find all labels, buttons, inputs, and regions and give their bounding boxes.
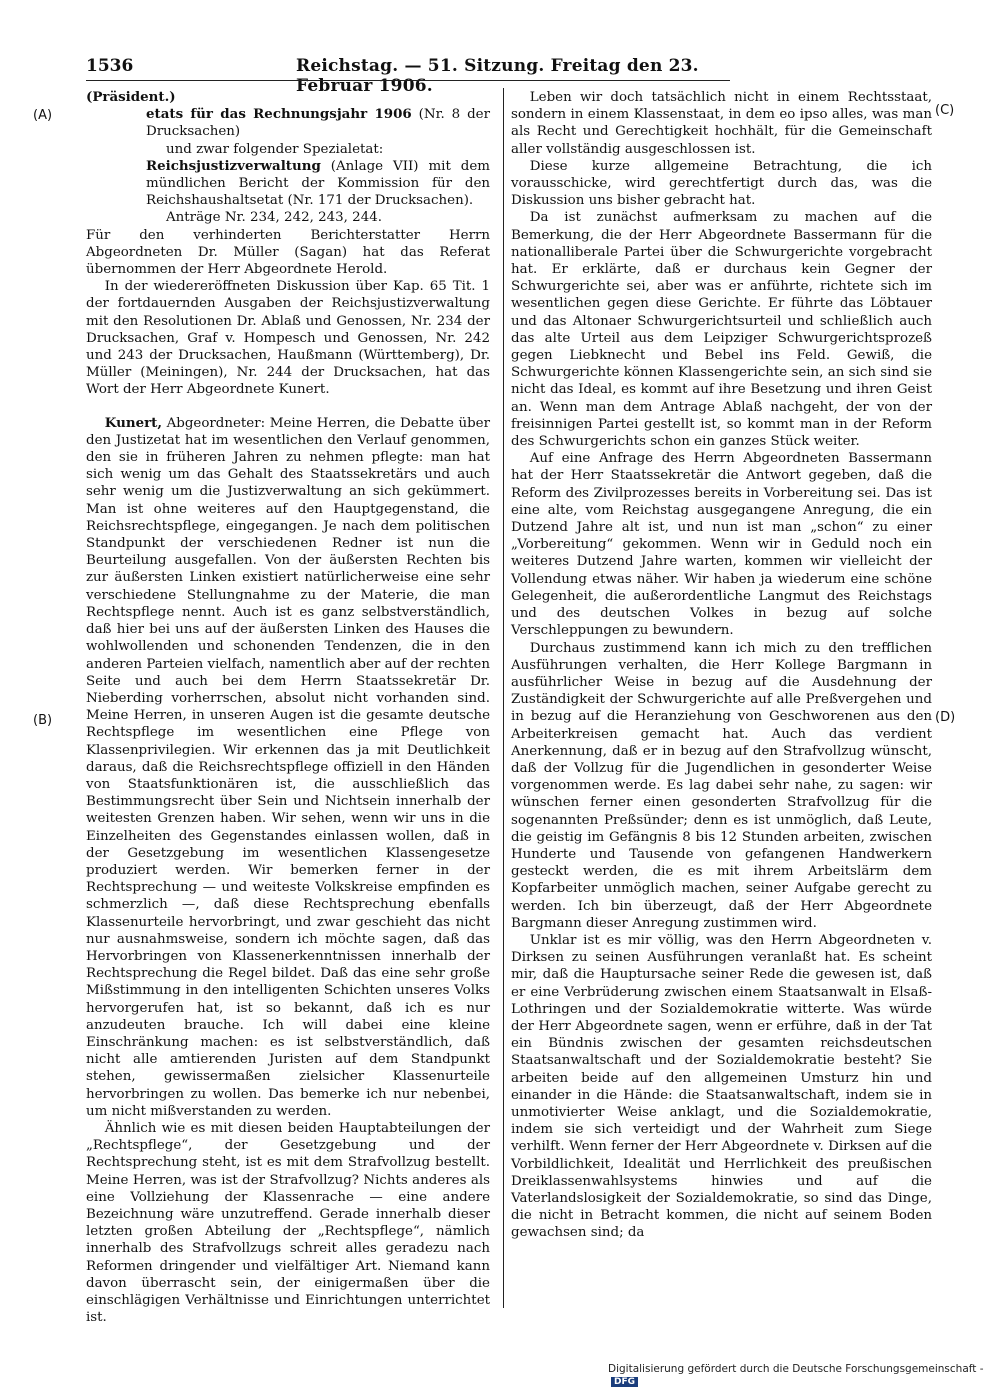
- speech-text: Abgeordneter: Meine Herren, die Debatte über den Justizetat hat im wesentlichen den Verlauf genommen, den sie in früheren Jahren zu nehmen pflegte: man hat sich wenig um das Gehalt des Staatssekretärs und auch sehr wenig um die Justizverwaltung an sich gekümmert. Man ist ohne weiteres auf den Hauptgegenstand, die Reichsrechtspflege, eingegangen. Je nach dem politischen Standpunkt der verschiedenen Redner ist nun die Beurteilung ausgefallen. Von der äußersten Rechten bis zur äußersten Linken existiert natürlicherweise eine sehr verschiedene Stellungnahme zu der Materie, die man Rechtspflege nennt. Auch ist es ganz selbstverständlich, daß hier bei uns auf der äußersten Linken des Hauses die wohlwollenden und schonenden Tendenzen, die in den anderen Parteien vielfach, namentlich aber auf der rechten Seite und auch bei dem Herrn Staatssekretär Dr. Nieberding vorherrschen, absolut nicht vorhanden sind. Meine Herren, in unseren Augen ist die gesamte deutsche Rechtspflege im wesentlichen eine Pflege von Klassenprivilegien. Wir erkennen das ja mit Deutlichkeit daraus, daß die Reichsrechtspflege offiziell in den Händen von Staatsfunktionären ist, die ausschließlich das Bestimmungsrecht über Sein und Nichtsein innerhalb der weitesten Grenzen haben. Wir sehen, wenn wir uns in die Einzelheiten des Gegenstandes einlassen wollen, daß in der Gesetzgebung im wesentlichen Klassengesetze produziert werden. Wir bemerken ferner in der Rechtsprechung — und weiteste Volkskreise empfinden es schmerzlich —, daß diese Rechtsprechung ebenfalls Klassenurteile hervorbringt, und zwar geschieht das nicht nur ausnahmsweise, sondern ich möchte sagen, daß das Hervorbringen von Klassenerkenntnissen innerhalb der Rechtsprechung die Regel bildet. Daß das eine sehr große Mißstimmung in den intelligenten Schichten unseres Volks hervorgerufen hat, ist so bekannt, daß ich es nur anzudeuten brauche. Ich will dabei eine kleine Einschränkung machen: es ist selbstverständlich, daß nicht alle amtierenden Juristen auf dem Standpunkt stehen, gewissermaßen zielsicher Klassenurteile hervorbringen zu wollen. Das bemerke ich nur nebenbei, um nicht mißverstanden zu werden.: [86, 415, 490, 1119]
- margin-marker-a: (A): [33, 108, 53, 123]
- speech-paragraph: [86, 415, 490, 1120]
- paragraph: Da ist zunächst aufmerksam zu machen auf die Bemerkung, die der Herr Abgeordnete Bassermann für die nationalliberale Partei über die Schwurgerichte vorgebracht hat. Er erklärte, daß er durchaus kein Gegner der Schwurgerichte sei, aber was er anführte, richtete sich im wesentlichen gegen diese Gerichte. Er führte das Löbtauer und das Altonaer Schwurgerichtsurteil und schließlich auch das alte Urteil aus dem Leipziger Schwurgerichtsprozeß gegen Liebknecht und Bebel ins Feld. Gewiß, die Schwurgerichte können Klassengerichte sein, an sich sind sie nicht das Ideal, es kommt auf ihre Besetzung und ihren Geist an. Wenn man dem Antrage Ablaß nachgeht, der von der freisinnigen Partei gestellt ist, so kommt man in der Reform des Schwurgerichts schon ein ganzes Stück weiter.: [511, 210, 932, 450]
- spec-rest: (Anlage VII) mit dem mündlichen Bericht der Kommission für den Reichshaushaltsetat (Nr. 171 der Drucksachen).: [146, 158, 490, 209]
- spec-line: und zwar folgender Spezialetat:: [166, 141, 384, 157]
- dfg-logo: DFG: [611, 1377, 638, 1387]
- paragraph: In der wiedereröffneten Diskussion über Kap. 65 Tit. 1 der fortdauernden Ausgaben der Reichsjustizverwaltung mit den Resolutionen Dr. Ablaß und Genossen, Nr. 234 der Drucksachen, Graf v. Hompesch und Genossen, Nr. 242 und 243 der Drucksachen, Haußmann (Württemberg), Dr. Müller (Meiningen), Nr. 244 der Drucksachen, hat das Wort der Herr Abgeordnete Kunert.: [86, 279, 490, 398]
- paragraph: Leben wir doch tatsächlich nicht in einem Rechtsstaat, sondern in einem Klassenstaat, in dem eo ipso alles, was man als Recht und Gerechtigkeit hochhält, für die Gemeinschaft aller vollständig ausgeschlossen ist.: [511, 90, 932, 157]
- agenda-item-rest: (Nr. 8 der Drucksachen): [146, 107, 490, 140]
- paragraph: Durchaus zustimmend kann ich mich zu den trefflichen Ausführungen verhalten, die Herr Kollege Bargmann in ausführlicher Weise in bezug auf die Ausdehnung der Zuständigkeit der Schwurgerichte auf alle Preßvergehen und in bezug auf die Heranziehung von Geschworenen aus den Arbeiterkreisen gemacht hat. Auch das verdient Anerkennung, daß er in bezug auf den Strafvollzug wünscht, daß der Vollzug für die Jugendlichen in gesonderter Weise vorgenommen werde. Es lag dabei sehr nahe, zu sagen: wir wünschen ferner einen gesonderten Strafvollzug für die sogenannten Preßsünder; denn es ist unmöglich, daß Leute, die geistig im Gefängnis 8 bis 12 Stunden arbeiten, zwischen Hunderte und Tausende von gefangenen Handwerkern gesteckt werden, die es mit ihrem Arbeitslärm dem Kopfarbeiter unmöglich machen, seiner Aufgabe gerecht zu werden. Ich bin überzeugt, daß der Herr Abgeordnete Bargmann dieser Anregung zustimmen wird.: [511, 640, 932, 931]
- page-number: 1536: [86, 56, 134, 76]
- right-column: [511, 89, 932, 1242]
- left-column: [86, 89, 490, 1326]
- footer-text: Digitalisierung gefördert durch die Deutsche Forschungsgemeinschaft -: [608, 1363, 984, 1375]
- paragraph: Unklar ist es mir völlig, was den Herrn Abgeordneten v. Dirksen zu seinen Ausführungen veranlaßt hat. Es scheint mir, daß die Hauptursache seiner Rede die gewesen ist, daß er eine Verbrüderung zwischen einem Staatsanwalt in Elsaß-Lothringen und der Sozialdemokratie witterte. Was würde der Herr Abgeordnete sagen, wenn er erführe, daß in der Tat ein Bündnis zwischen der gesamten reichsdeutschen Staatsanwaltschaft und der Sozialdemokratie besteht? Sie arbeiten beide auf den allgemeinen Umsturz hin und einander in die Hände: die Staatsanwaltschaft, indem sie in unmotivierter Weise anklagt, und die Sozialdemokratie, indem sie sich verteidigt und der Wahrheit zum Siege verhilft. Wenn ferner der Herr Abgeordnete v. Dirksen auf die Vorbildlichkeit, Idealität und Herrlichkeit des preußischen Dreiklassenwahlsystems hinwies und auf die Vaterlandslosigkeit der Sozialdemokratie, so sind das Dinge, die nicht in Betracht kommen, die nicht auf seinem Boden gewachsen sind; da: [511, 932, 932, 1241]
- motions-line: Anträge Nr. 234, 242, 243, 244.: [166, 210, 383, 226]
- margin-marker-b: (B): [33, 713, 53, 728]
- paragraph: Für den verhinderten Berichterstatter Herrn Abgeordneten Dr. Müller (Sagan) hat das Referat übernommen der Herr Abgeordnete Herold.: [86, 227, 490, 278]
- paragraph: Ähnlich wie es mit diesen beiden Hauptabteilungen der „Rechtspflege“, der Gesetzgebung und der Rechtsprechung steht, ist es mit dem Strafvollzug bestellt. Meine Herren, was ist der Strafvollzug? Nichts anderes als eine Vollziehung der Klassenrache — eine andere Bezeichnung wäre unzutreffend. Gerade innerhalb dieser letzten großen Abteilung der „Rechtspflege“, nämlich innerhalb des Strafvollzugs schreit alles geradezu nach Reformen dringender und vielfältiger Art. Niemand kann davon überrascht sein, der einigermaßen über die einschlägigen Verhältnisse und Einrichtungen unterrichtet ist.: [86, 1120, 490, 1326]
- footer: [608, 1363, 1000, 1387]
- column-divider: [503, 88, 504, 1308]
- paragraph: Diese kurze allgemeine Betrachtung, die ich vorausschicke, wird gerechtfertigt durch das, was die Diskussion uns bisher gebracht hat.: [511, 158, 932, 209]
- margin-marker-c: (C): [935, 103, 955, 118]
- paragraph: Auf eine Anfrage des Herrn Abgeordneten Bassermann hat der Herr Staatssekretär die Antwort gegeben, daß die Reform des Zivilprozesses bereits in Vorbereitung sei. Das ist eine alte, vom Reichstag ausgegangene Anregung, die ein Dutzend Jahre alt ist, und nun ist man „schon“ zu einer „Vorbereitung“ gekommen. Wenn wir in Geduld noch ein weiteres Dutzend Jahre warten, kommen wir vielleicht der Vollendung etwas näher. Wir haben ja wiederum eine schöne Gelegenheit, die außerordentliche Langmut des Reichstags und des deutschen Volkes in bezug auf solche Verschleppungen zu bewundern.: [511, 451, 932, 639]
- running-head: Reichstag. — 51. Sitzung. Freitag den 23. Februar 1906.: [296, 56, 699, 96]
- header-rule: [86, 80, 730, 81]
- agenda-item-title: etats für das Rechnungsjahr 1906: [146, 106, 412, 123]
- margin-marker-d: (D): [935, 710, 956, 725]
- spec-item: [86, 158, 490, 210]
- page-header: [86, 52, 730, 96]
- speaker-name: Kunert,: [104, 414, 162, 431]
- agenda-item: [86, 106, 490, 140]
- speaker-tag: (Präsident.): [86, 89, 176, 105]
- spec-title: Reichsjustizverwaltung: [146, 157, 321, 174]
